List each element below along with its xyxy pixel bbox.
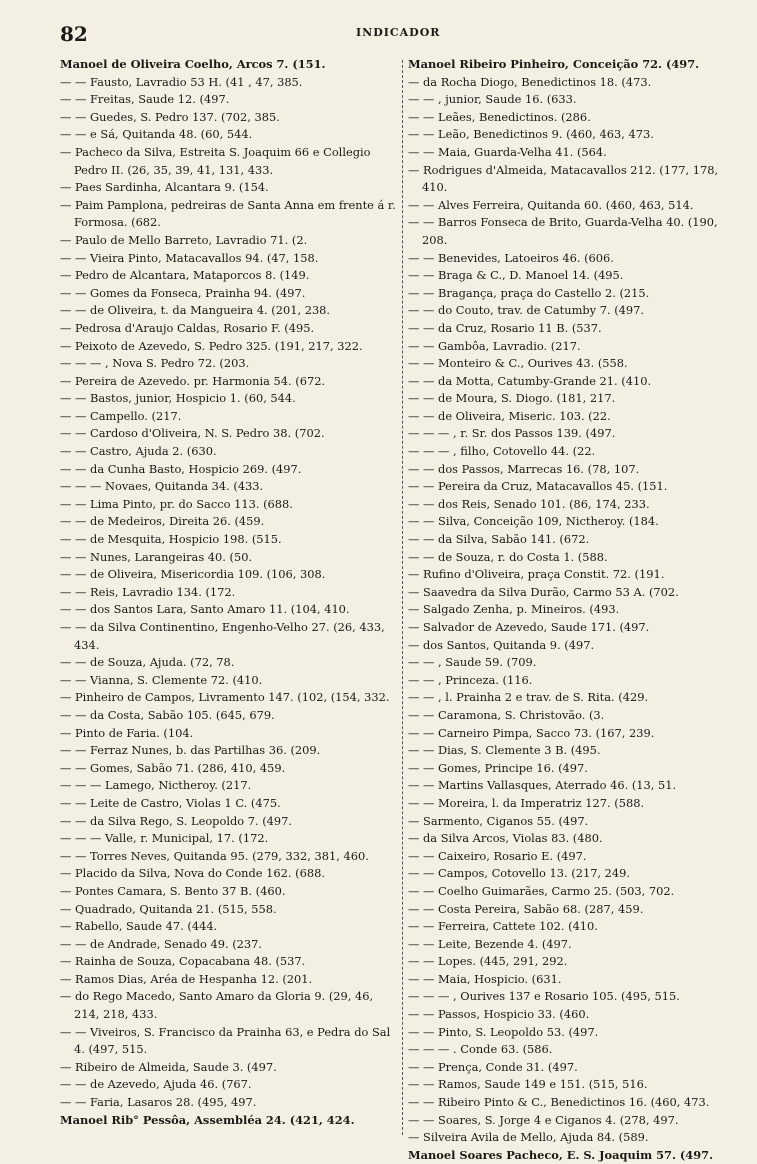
directory-entry: — — Campos, Cotovello 13. (217, 249.	[408, 866, 631, 881]
directory-entry: — — — . Conde 63. (586.	[408, 1042, 553, 1057]
directory-entry: — — , junior, Saude 16. (633.	[408, 92, 577, 107]
directory-entry: — — Lopes. (445, 291, 292.	[408, 954, 568, 969]
directory-entry: — — — , Nova S. Pedro 72. (203.	[60, 356, 250, 371]
directory-entry: — — dos Santos Lara, Santo Amaro 11. (104, 410.	[60, 602, 350, 617]
directory-entry: — Salvador de Azevedo, Saude 171. (497.	[408, 620, 650, 634]
directory-entry: — Paes Sardinha, Alcantara 9. (154.	[60, 180, 269, 195]
directory-entry: — Rufino d'Oliveira, praça Constit. 72. (191.	[408, 567, 665, 582]
directory-entry: — — Freitas, Saude 12. (497.	[60, 92, 230, 107]
directory-entry: — — de Oliveira, Miseric. 103. (22.	[408, 408, 611, 423]
directory-entry: Manoel Rib° Pessôa, Assembléa 24. (421, 424.	[60, 1112, 355, 1127]
directory-entry: — Peixoto de Azevedo, S. Pedro 325. (191, 217, 322.	[60, 338, 363, 353]
directory-entry: — — Ramos, Saude 149 e 151. (515, 516.	[408, 1077, 648, 1092]
directory-entry: — — — Novaes, Quitanda 34. (433.	[60, 479, 264, 494]
directory-entry: — Silveira Avila de Mello, Ajuda 84. (589.	[408, 1130, 649, 1145]
page-header	[60, 12, 737, 48]
directory-entry: — — de Moura, S. Diogo. (181, 217.	[408, 391, 616, 406]
directory-entry: — — Caramona, S. Christovão. (3.	[408, 707, 605, 722]
directory-entry: — Paulo de Mello Barreto, Lavradio 71. (2.	[60, 232, 308, 247]
directory-entry: — — de Souza, Ajuda. (72, 78.	[60, 655, 235, 670]
directory-entry: — Rainha de Souza, Copacabana 48. (537.	[60, 954, 306, 969]
directory-entry: — — Faria, Lasaros 28. (495, 497.	[60, 1095, 257, 1110]
directory-entry: — — — Lamego, Nictheroy. (217.	[60, 778, 252, 793]
directory-entry: — — de Medeiros, Direita 26. (459.	[60, 514, 265, 529]
directory-entry: — Pedrosa d'Araujo Caldas, Rosario F. (495.	[60, 320, 315, 335]
directory-entry: — — e Sá, Quitanda 48. (60, 544.	[60, 127, 253, 142]
directory-entry: — — Moreira, l. da Imperatriz 127. (588.	[408, 795, 645, 810]
directory-entry: — Pedro de Alcantara, Mataporcos 8. (149.	[60, 268, 310, 283]
directory-entry: — Pontes Camara, S. Bento 37 B. (460.	[60, 883, 286, 898]
directory-entry: — Pacheco da Silva, Estreita S. Joaquim 66 e Collegio Pedro II. (26, 35, 39, 41, 131, 433.	[60, 144, 371, 177]
directory-entry: — — Castro, Ajuda 2. (630.	[60, 444, 217, 459]
directory-entry: — — da Cruz, Rosario 11 B. (537.	[408, 320, 602, 335]
directory-entry: — — , Saude 59. (709.	[408, 655, 537, 670]
directory-entry: — da Rocha Diogo, Benedictinos 18. (473.	[408, 74, 652, 89]
directory-entry: — — de Souza, r. do Costa 1. (588.	[408, 549, 608, 564]
directory-entry: — — da Silva Continentino, Engenho-Velho 27. (26, 433, 434.	[60, 620, 385, 652]
directory-entry: — Rodrigues d'Almeida, Matacavallos 212. (177, 178, 410.	[408, 162, 719, 195]
directory-entry: — — Cardoso d'Oliveira, N. S. Pedro 38. (702.	[60, 426, 325, 441]
directory-entry: — Pinto de Faria. (104.	[60, 725, 194, 740]
directory-entry: — — Leão, Benedictinos 9. (460, 463, 473.	[408, 127, 654, 142]
directory-entry: — — Passos, Hospicio 33. (460.	[408, 1007, 590, 1022]
directory-entry: — Pereira de Azevedo. pr. Harmonia 54. (672.	[60, 373, 326, 388]
directory-entry: — — Leães, Benedictinos. (286.	[408, 109, 591, 124]
directory-entry: — Pinheiro de Campos, Livramento 147. (102, (154, 332.	[60, 690, 390, 705]
directory-entry: — — Gomes da Fonseca, Prainha 94. (497.	[60, 285, 306, 300]
directory-entry: — — Prença, Conde 31. (497.	[408, 1059, 578, 1074]
running-head: INDICADOR	[356, 26, 441, 39]
right-column	[408, 56, 743, 1162]
directory-entry: — — Leite, Bezende 4. (497.	[408, 936, 572, 951]
directory-entry: — — Pereira da Cruz, Matacavallos 45. (151.	[408, 479, 668, 494]
page-number: 82	[60, 22, 88, 46]
directory-entry: — — Viveiros, S. Francisco da Prainha 63, e Pedra do Sal 4. (497, 515.	[60, 1024, 391, 1057]
directory-entry: — — Braga & C., D. Manoel 14. (495.	[408, 268, 624, 283]
directory-entry: — — de Oliveira, Misericordia 109. (106, 308.	[60, 567, 326, 582]
directory-entry: — — Gomes, Sabão 71. (286, 410, 459.	[60, 760, 286, 775]
directory-entry: — do Rego Macedo, Santo Amaro da Gloria 9. (29, 46, 214, 218, 433.	[60, 989, 374, 1022]
directory-entry: — — Soares, S. Jorge 4 e Ciganos 4. (278, 497.	[408, 1112, 679, 1127]
directory-entry: — — de Mesquita, Hospicio 198. (515.	[60, 532, 282, 547]
directory-entry: — — Benevides, Latoeiros 46. (606.	[408, 250, 614, 265]
directory-entry: — — Bastos, junior, Hospicio 1. (60, 544.	[60, 391, 296, 406]
directory-entry: Manoel de Oliveira Coelho, Arcos 7. (151.	[60, 57, 326, 71]
directory-entry: — — Leite de Castro, Violas 1 C. (475.	[60, 795, 281, 810]
directory-entry: — — de Azevedo, Ajuda 46. (767.	[60, 1077, 252, 1092]
directory-entry: — — Silva, Conceição 109, Nictheroy. (184.	[408, 514, 659, 529]
directory-entry: — — Barros Fonseca de Brito, Guarda-Velha 40. (190, 208.	[408, 215, 718, 247]
directory-entry: — — Maia, Guarda-Velha 41. (564.	[408, 144, 607, 159]
directory-entry: — — Guedes, S. Pedro 137. (702, 385.	[60, 109, 280, 124]
directory-entry: — — dos Reis, Senado 101. (86, 174, 233.	[408, 496, 650, 511]
directory-entry: — — Ferreira, Cattete 102. (410.	[408, 919, 598, 934]
directory-entry: — — Monteiro & C., Ourives 43. (558.	[408, 356, 628, 371]
directory-entry: — — da Silva, Sabão 141. (672.	[408, 532, 590, 547]
directory-entry: — — , Princeza. (116.	[408, 672, 533, 687]
directory-entry: — dos Santos, Quitanda 9. (497.	[408, 637, 595, 652]
directory-entry: — Saavedra da Silva Durão, Carmo 53 A. (702.	[408, 584, 679, 599]
directory-entry: — — Reis, Lavradio 134. (172.	[60, 584, 236, 599]
directory-entry: — — — , r. Sr. dos Passos 139. (497.	[408, 426, 616, 441]
directory-entry: — — Bragança, praça do Castello 2. (215.	[408, 285, 650, 300]
directory-entry: — — Carneiro Pimpa, Sacco 73. (167, 239.	[408, 725, 655, 740]
directory-entry: — Ribeiro de Almeida, Saude 3. (497.	[60, 1059, 277, 1074]
column-divider	[402, 60, 403, 1135]
directory-entry: — — Martins Vallasques, Aterrado 46. (13, 51.	[408, 778, 677, 793]
directory-entry: — — Alves Ferreira, Quitanda 60. (460, 463, 514.	[408, 197, 694, 212]
directory-entry: — — Campello. (217.	[60, 408, 182, 423]
directory-entry: — — dos Passos, Marrecas 16. (78, 107.	[408, 461, 640, 476]
directory-entry: — — Vieira Pinto, Matacavallos 94. (47, 158.	[60, 250, 319, 265]
directory-entry: — — Gambôa, Lavradio. (217.	[408, 338, 581, 353]
directory-entry: — Ramos Dias, Aréa de Hespanha 12. (201.	[60, 971, 313, 986]
directory-entry: — Salgado Zenha, p. Mineiros. (493.	[408, 602, 620, 617]
directory-entry: — — Vianna, S. Clemente 72. (410.	[60, 672, 263, 687]
directory-entry: — — Costa Pereira, Sabão 68. (287, 459.	[408, 901, 644, 916]
directory-entry: — — — , Ourives 137 e Rosario 105. (495, 515.	[408, 989, 680, 1004]
directory-entry: — Rabello, Saude 47. (444.	[60, 919, 218, 934]
directory-entry: — Sarmento, Ciganos 55. (497.	[408, 813, 589, 828]
directory-entry: — — — , filho, Cotovello 44. (22.	[408, 444, 596, 459]
directory-entry: — — Ribeiro Pinto & C., Benedictinos 16. (460, 473.	[408, 1095, 710, 1110]
directory-entry: Manoel Soares Pacheco, E. S. Joaquim 57. (497.	[408, 1147, 714, 1162]
directory-entry: — — Coelho Guimarães, Carmo 25. (503, 702.	[408, 883, 675, 898]
directory-entry: — — Nunes, Larangeiras 40. (50.	[60, 549, 253, 564]
directory-entry: — — do Couto, trav. de Catumby 7. (497.	[408, 303, 645, 318]
directory-entry: — Placido da Silva, Nova do Conde 162. (688.	[60, 866, 325, 881]
left-column	[60, 56, 398, 1141]
directory-entry: — — Ferraz Nunes, b. das Partilhas 36. (209.	[60, 743, 321, 758]
directory-entry: — — Dias, S. Clemente 3 B. (495.	[408, 743, 601, 758]
directory-entry: — — da Cunha Basto, Hospicio 269. (497.	[60, 461, 302, 476]
directory-entry: — Paim Pamplona, pedreiras de Santa Anna em frente á r. Formosa. (682.	[60, 197, 396, 230]
directory-entry: — — de Oliveira, t. da Mangueira 4. (201, 238.	[60, 303, 331, 318]
directory-entry: — — — Valle, r. Municipal, 17. (172.	[60, 831, 269, 846]
directory-entry: — — da Costa, Sabão 105. (645, 679.	[60, 707, 275, 722]
directory-entry: — — Fausto, Lavradio 53 H. (41 , 47, 385.	[60, 74, 303, 89]
directory-entry: — — Pinto, S. Leopoldo 53. (497.	[408, 1024, 599, 1039]
directory-entry: — — de Andrade, Senado 49. (237.	[60, 936, 263, 951]
directory-entry: — — Maia, Hospicio. (631.	[408, 971, 562, 986]
directory-entry: — — Caixeiro, Rosario E. (497.	[408, 848, 587, 863]
directory-entry: Manoel Ribeiro Pinheiro, Conceição 72. (497.	[408, 57, 700, 71]
directory-entry: — — , l. Prainha 2 e trav. de S. Rita. (429.	[408, 690, 649, 705]
directory-entry: — — Lima Pinto, pr. do Sacco 113. (688.	[60, 496, 293, 511]
directory-entry: — — da Silva Rego, S. Leopoldo 7. (497.	[60, 813, 293, 828]
directory-entry: — Quadrado, Quitanda 21. (515, 558.	[60, 901, 277, 916]
directory-entry: — — Torres Neves, Quitanda 95. (279, 332, 381, 460.	[60, 848, 369, 863]
directory-entry: — — Gomes, Principe 16. (497.	[408, 760, 588, 775]
directory-entry: — — da Motta, Catumby-Grande 21. (410.	[408, 373, 652, 388]
directory-entry: — da Silva Arcos, Violas 83. (480.	[408, 831, 603, 846]
